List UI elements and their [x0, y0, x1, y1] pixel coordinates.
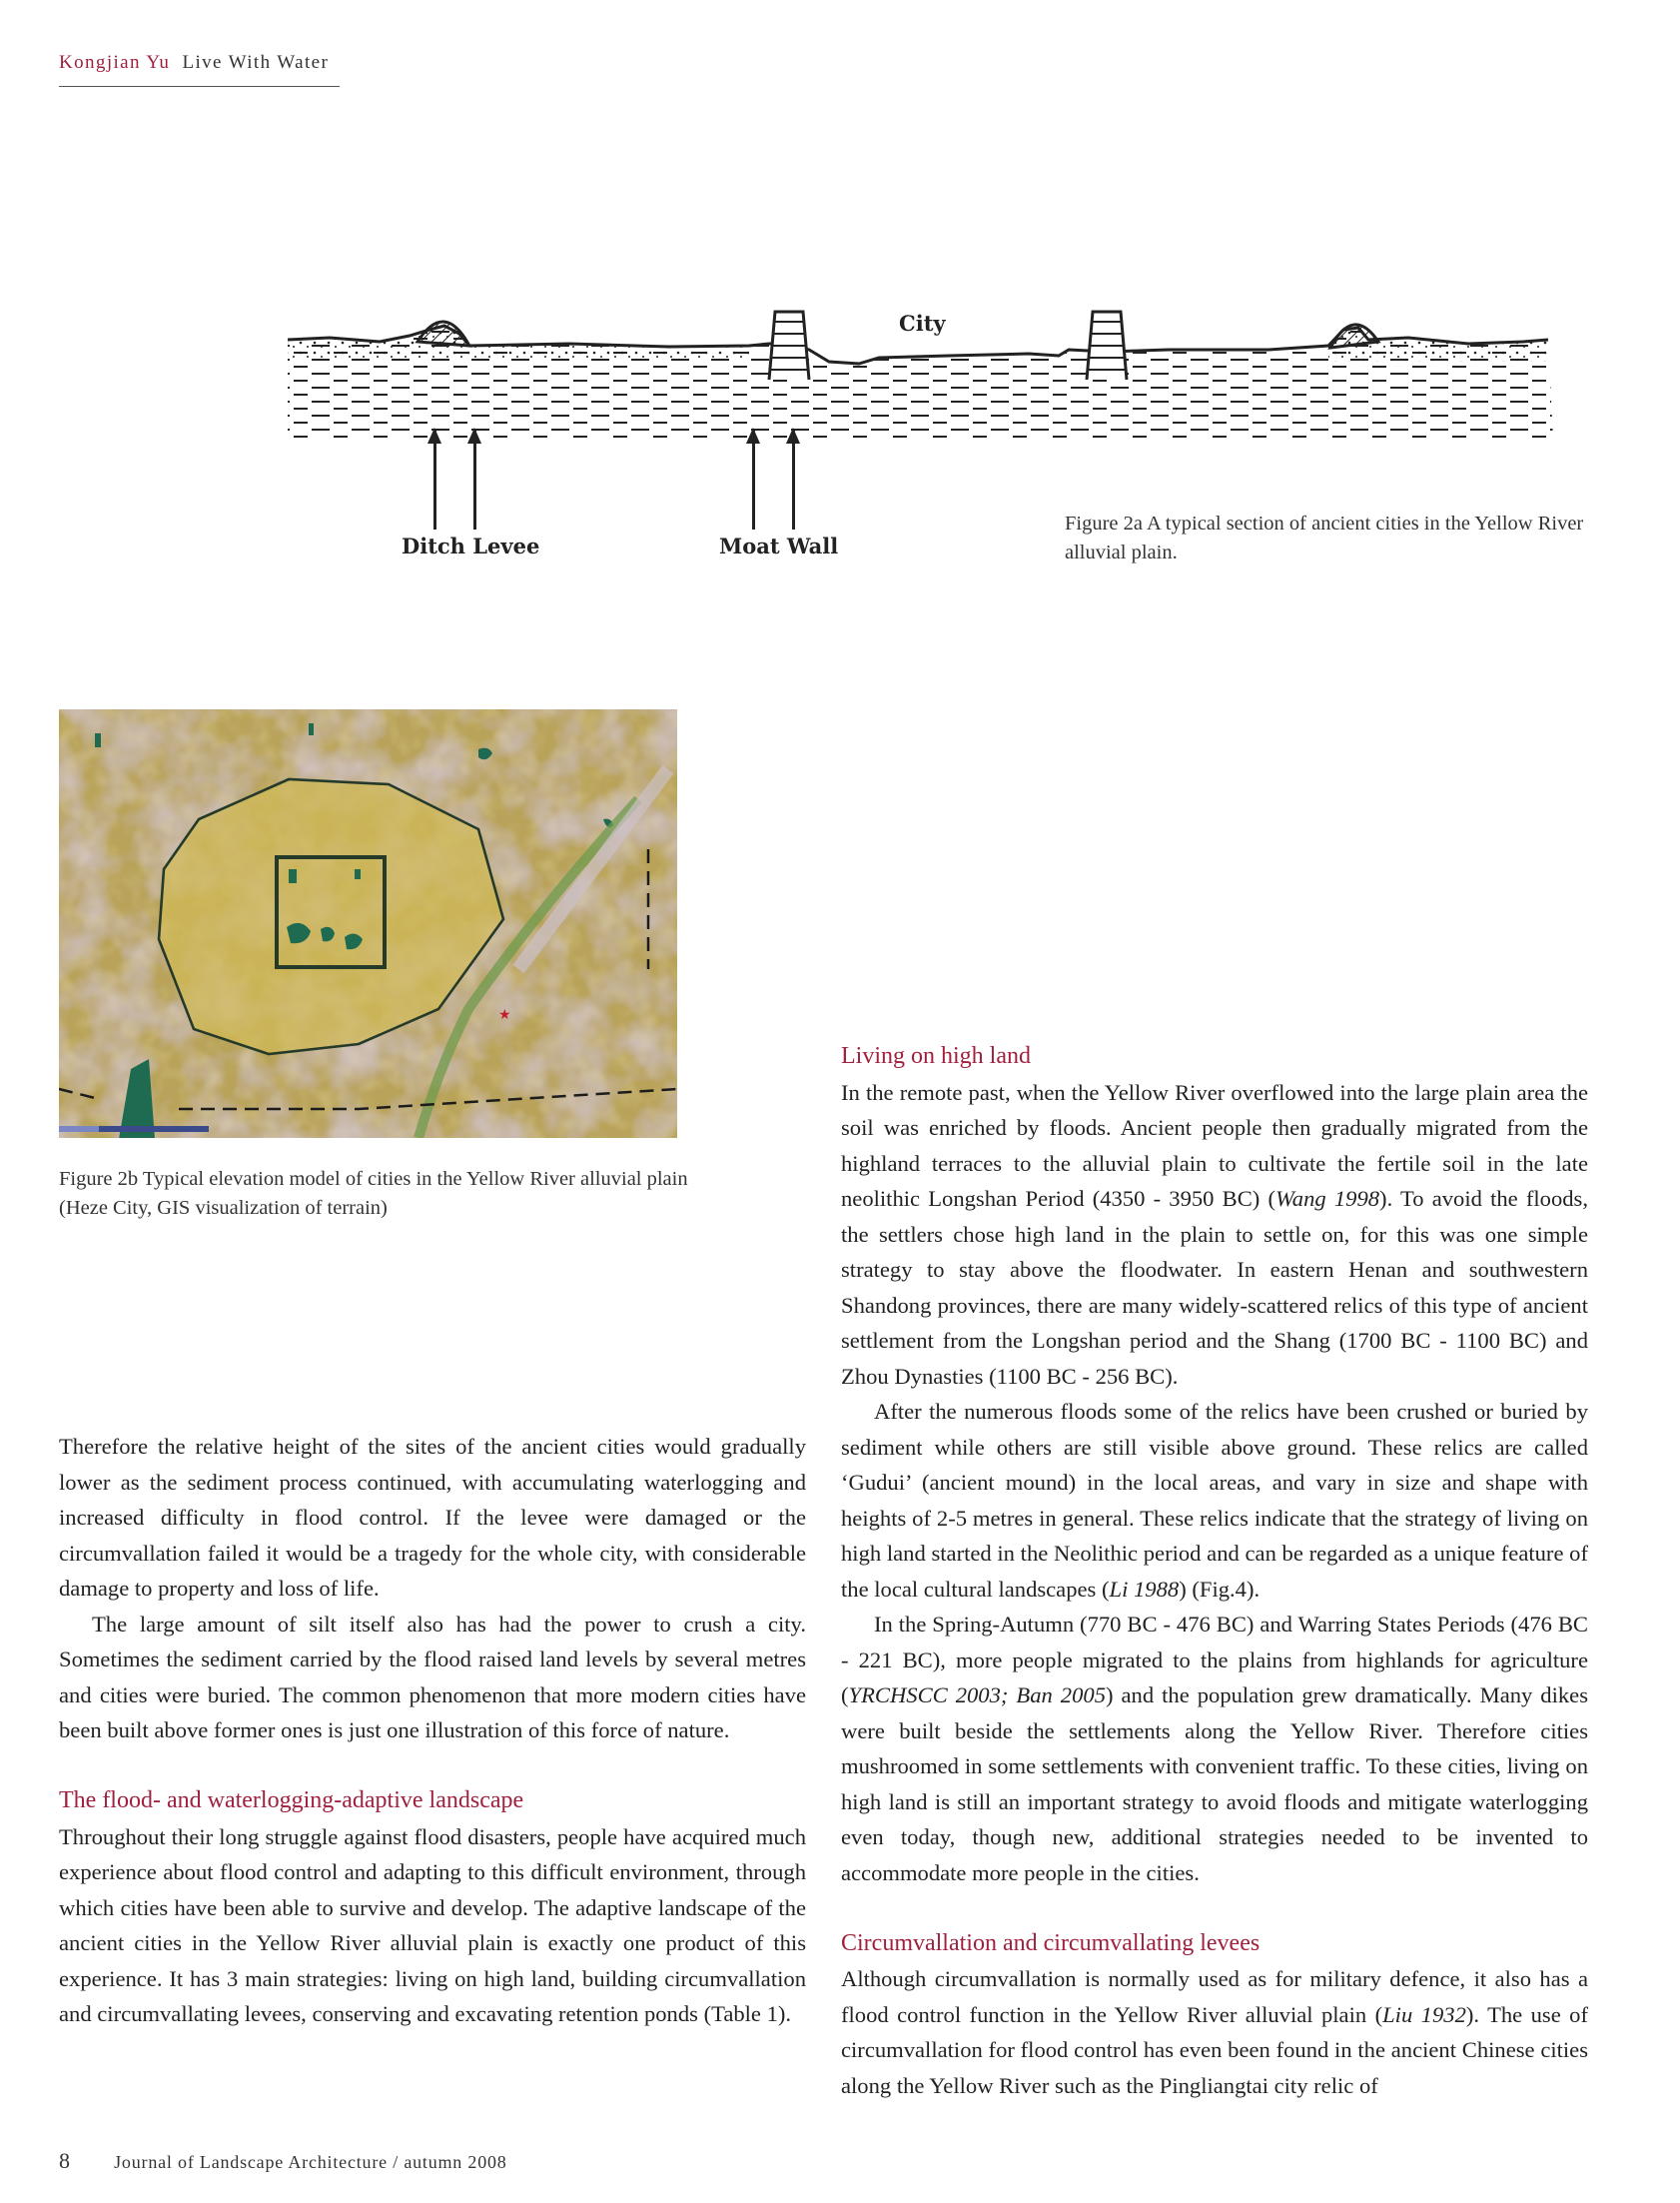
running-head-title: Live With Water	[182, 52, 330, 73]
figure-2a-caption-text: A typical section of ancient cities in the Yellow River alluvial plain.	[1065, 513, 1584, 563]
citation-wang-1998: Wang 1998	[1275, 1186, 1380, 1211]
figure-2b-caption-text: Typical elevation model of cities in the Yellow River alluvial plain (Heze City, GIS visualization of terrain)	[59, 1168, 688, 1219]
page-number: 8	[59, 2148, 71, 2173]
figure-2b-caption	[59, 1165, 698, 1223]
page-footer	[59, 2148, 507, 2174]
figure-2a-caption-label: Figure 2a	[1065, 513, 1143, 535]
running-head	[59, 52, 329, 74]
section-heading-living-on-high-land: Living on high land	[841, 1043, 1031, 1069]
label-moat-wall: Moat Wall	[719, 534, 839, 558]
svg-text:★: ★	[498, 1007, 511, 1023]
figure-2b-caption-label: Figure 2b	[59, 1168, 139, 1190]
citation-yrchscc-ban: YRCHSCC 2003; Ban 2005	[848, 1682, 1106, 1707]
ditch-levee-arrow-left	[433, 430, 436, 530]
right-column	[841, 1039, 1588, 2103]
header-rule	[59, 86, 340, 87]
right-paragraph-2: After the numerous floods some of the relics have been crushed or buried by sediment while others are still visible above ground. These relics are called ‘Gudui’ (ancient mound) in the local areas, and vary in size and shape with heights of 2-5 metres in general. These relics indicate that the strategy of living on high land started in the Neolithic period and can be regarded as a unique feature of the local cultural landscapes (Li 1988) (Fig.4).	[841, 1399, 1588, 1602]
label-ditch-levee: Ditch Levee	[402, 534, 540, 558]
moat-wall-arrow-left	[752, 430, 755, 530]
citation-liu-1932: Liu 1932	[1382, 2001, 1466, 2027]
figure-2a-caption	[1065, 510, 1584, 567]
right-paragraph-4: Although circumvallation is normally used as for military defence, it also has a flood control function in the Yellow River alluvial plain (Liu 1932). The use of circumvallation for flood control has even been found in the ancient Chinese cities along the Yellow River such as the Pingliangtai city relic of	[841, 1966, 1588, 2098]
left-paragraph-1: Therefore the relative height of the sites of the ancient cities would gradually lower as the sediment process continued, with accumulating waterlogging and increased difficulty in flood control. If the levee were damaged or the circumvallation failed it would be a tragedy for the whole city, with considerable damage to property and loss of life.	[59, 1434, 806, 1601]
right-paragraph-1: In the remote past, when the Yellow River overflowed into the large plain area the soil was enriched by floods. Ancient people then gradually migrated from the highland terraces to the alluvial plain to cultivate the fertile soil in the late neolithic Longshan Period (4350 - 3950 BC) (Wang 1998). To avoid the floods, the settlers chose high land in the plain to settle on, for this was one simple strategy to stay above the floodwater. In eastern Henan and southwestern Shandong provinces, there are many widely-scattered relics of this type of ancient settlement from the Longshan period and the Shang (1700 BC - 1100 BC) and Zhou Dynasties (1100 BC - 256 BC).	[841, 1079, 1588, 1389]
moat-wall-arrow-right	[792, 430, 795, 530]
figure-2b-terrain-map	[59, 709, 677, 1138]
journal-name: Journal of Landscape Architecture / autumn 2008	[114, 2152, 507, 2172]
left-paragraph-3: Throughout their long struggle against flood disasters, people have acquired much experience about flood control and adapting to this difficult environment, through which cities have been able to survive and develop. The adaptive landscape of the ancient cities in the Yellow River alluvial plain is exactly one product of this experience. It has 3 main strategies: living on high land, building circumvallation and circumvallating levees, conserving and excavating retention ponds (Table 1).	[59, 1823, 806, 2026]
section-heading-adaptive-landscape: The flood- and waterlogging-adaptive landscape	[59, 1787, 524, 1813]
running-head-author: Kongjian Yu	[59, 52, 171, 73]
citation-li-1988: Li 1988	[1109, 1576, 1180, 1602]
left-paragraph-2: The large amount of silt itself also has had the power to crush a city. Sometimes the sediment carried by the flood raised land levels by several metres and cities were buried. The common phenomenon that more modern cities have been built above former ones is just one illustration of this force of nature.	[59, 1611, 806, 1742]
label-city: City	[899, 311, 946, 336]
left-column	[59, 1429, 806, 2032]
ditch-levee-arrow-right	[473, 430, 476, 530]
right-paragraph-3: In the Spring-Autumn (770 BC - 476 BC) and Warring States Periods (476 BC - 221 BC), more people migrated to the plains from highlands for agriculture (YRCHSCC 2003; Ban 2005) and the population grew dramatically. Many dikes were built beside the settlements along the Yellow River. Therefore cities mushroomed in some settlements with convenient traffic. To these cities, living on high land is still an important strategy to avoid floods and mitigate waterlogging even today, though new, additional strategies needed to be invented to accommodate more people in the cities.	[841, 1612, 1588, 1885]
section-heading-circumvallation: Circumvallation and circumvallating levees	[841, 1929, 1260, 1956]
